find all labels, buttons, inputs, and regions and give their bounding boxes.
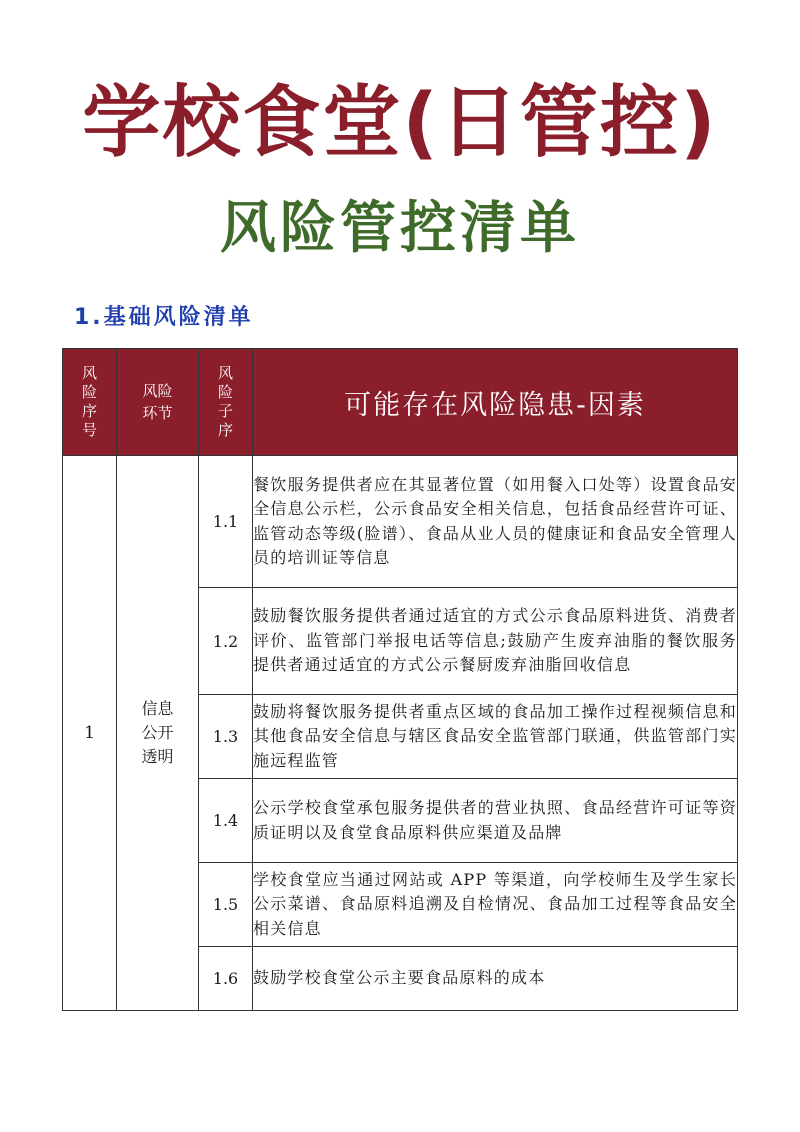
risk-factor-cell: 公示学校食堂承包服务提供者的营业执照、食品经营许可证等资质证明以及食堂食品原料供应渠道及品牌 xyxy=(253,779,738,863)
sub-no-cell: 1.6 xyxy=(199,947,253,1011)
header-risk-stage: 风险环节 xyxy=(117,349,199,456)
sub-no-cell: 1.2 xyxy=(199,588,253,695)
risk-factor-cell: 鼓励餐饮服务提供者通过适宜的方式公示食品原料进货、消费者评价、监管部门举报电话等信息;鼓励产生废弃油脂的餐饮服务提供者通过适宜的方式公示餐厨废弃油脂回收信息 xyxy=(253,588,738,695)
risk-factor-cell: 学校食堂应当通过网站或 APP 等渠道，向学校师生及学生家长公示菜谱、食品原料追溯及自检情况、食品加工过程等食品安全相关信息 xyxy=(253,863,738,947)
header-risk-no: 风险序号 xyxy=(63,349,117,456)
risk-factor-cell: 餐饮服务提供者应在其显著位置（如用餐入口处等）设置食品安全信息公示栏，公示食品安全相关信息，包括食品经营许可证、监管动态等级(脸谱）、食品从业人员的健康证和食品安全管理人员的培训证等信息 xyxy=(253,456,738,588)
header-risk-factor: 可能存在风险隐患-因素 xyxy=(253,349,738,456)
risk-table xyxy=(62,348,738,1011)
risk-stage-cell: 信息公开透明 xyxy=(117,456,199,1011)
section-heading: 1.基础风险清单 xyxy=(74,305,254,330)
table-row xyxy=(63,456,738,588)
risk-no-cell: 1 xyxy=(63,456,117,1011)
risk-factor-cell: 鼓励将餐饮服务提供者重点区域的食品加工操作过程视频信息和其他食品安全信息与辖区食品安全监管部门联通，供监管部门实施远程监管 xyxy=(253,695,738,779)
header-sub-no: 风险子序 xyxy=(199,349,253,456)
sub-no-cell: 1.1 xyxy=(199,456,253,588)
table-header-row xyxy=(63,349,738,456)
page-subtitle: 风险管控清单 xyxy=(220,196,580,261)
risk-factor-cell: 鼓励学校食堂公示主要食品原料的成本 xyxy=(253,947,738,1011)
sub-no-cell: 1.5 xyxy=(199,863,253,947)
sub-no-cell: 1.3 xyxy=(199,695,253,779)
page-title: 学校食堂(日管控) xyxy=(82,78,718,168)
sub-no-cell: 1.4 xyxy=(199,779,253,863)
